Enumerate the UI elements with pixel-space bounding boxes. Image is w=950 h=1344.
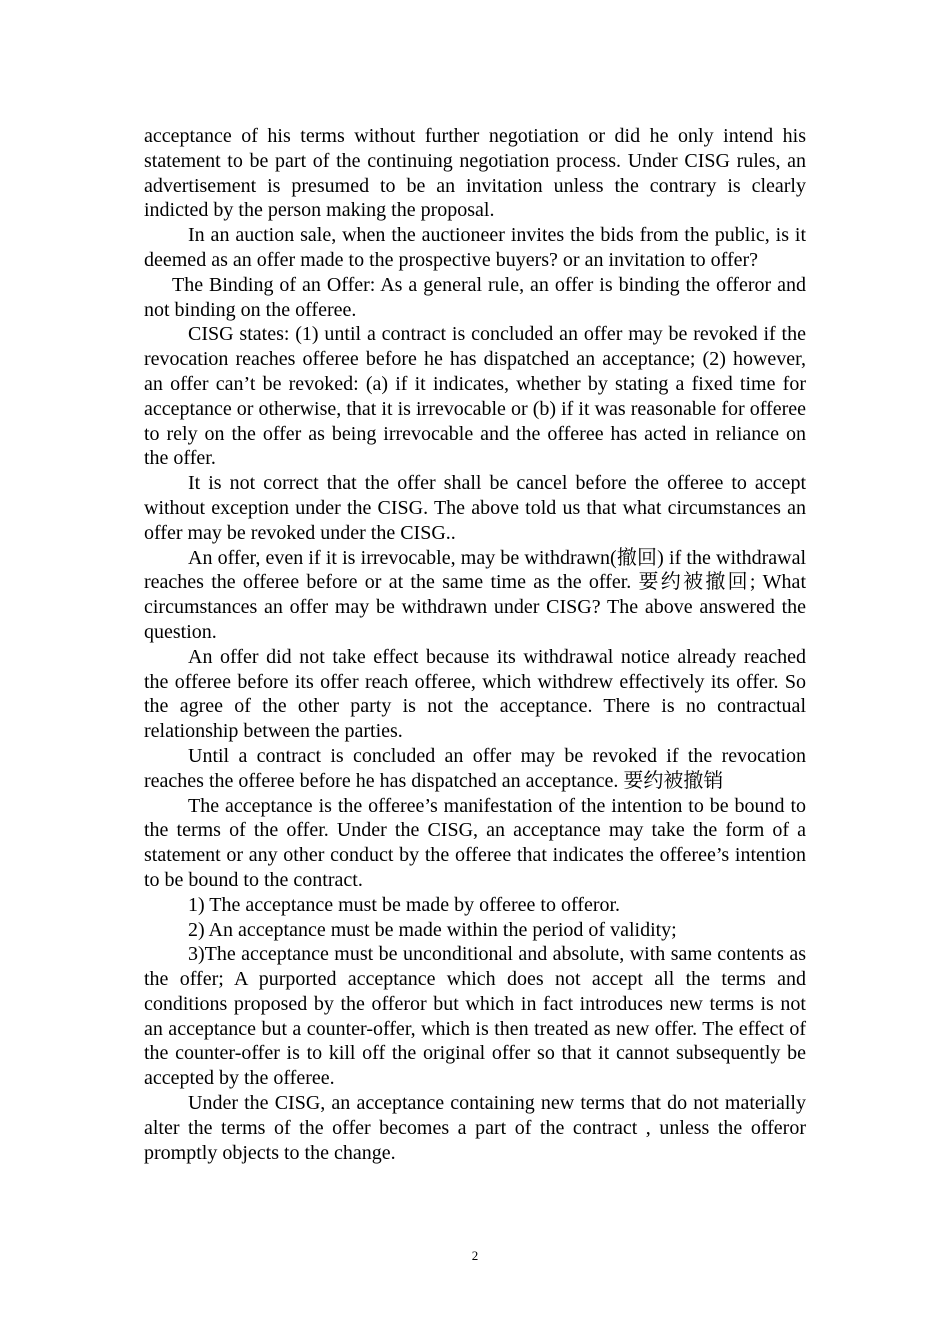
document-body bbox=[144, 124, 806, 1165]
list-item-acceptance-rule-2: 2) An acceptance must be made within the period of validity; bbox=[188, 918, 677, 941]
list-item-acceptance-rule-3: 3)The acceptance must be unconditional and absolute, with same contents as the offer; A purported acceptance which does not accept all the terms and conditions proposed by the offeror but which in fact introduces new terms is not an acceptance but a counter-offer, which is then treated as new offer. The effect of the counter-offer is to kill off the original offer so that it cannot subsequently be accepted by the offeree. bbox=[144, 943, 806, 1090]
paragraph-cisg-revocation: CISG states: (1) until a contract is concluded an offer may be revoked if the revocation reaches offeree before he has dispatched an acceptance; (2) however, an offer can’t be revoked: (a) if it indicates, whether by stating a fixed time for acceptance or otherwise, that it is irrevocable or (b) if it was reasonable for offeree to rely on the offer as being irrevocable and the offeree has acted in reliance on the offer. bbox=[144, 323, 806, 470]
list-item-acceptance-rule-1: 1) The acceptance must be made by offeree to offeror. bbox=[188, 893, 621, 916]
paragraph-revoked-until-concluded: Until a contract is concluded an offer may be revoked if the revocation reaches the offeree before he has dispatched an acceptance. 要约被撤销 bbox=[144, 744, 806, 792]
paragraph-binding-of-offer: The Binding of an Offer: As a general rule, an offer is binding the offeror and not binding on the offeree. bbox=[144, 273, 806, 321]
page-number: 2 bbox=[471, 1248, 479, 1263]
paragraph-withdrawal: An offer, even if it is irrevocable, may be withdrawn(撤回) if the withdrawal reaches the offeree before or at the same time as the offer. 要约被撤回; What circumstances an offer may be withdrawn under CISG? The above answered the question. bbox=[144, 546, 806, 643]
paragraph-withdrawal-notice: An offer did not take effect because its withdrawal notice already reached the offeree before its offer reach offeree, which withdrew effectively its offer. So the agree of the other party is not the acceptance. There is no contractual relationship between the parties. bbox=[144, 645, 806, 743]
paragraph-cancel-offer: It is not correct that the offer shall be cancel before the offeree to accept without exception under the CISG. The above told us that what circumstances an offer may be revoked under the CISG.. bbox=[144, 472, 806, 544]
paragraph-auction-sale: In an auction sale, when the auctioneer invites the bids from the public, is it deemed as an offer made to the prospective buyers? or an invitation to offer? bbox=[144, 224, 806, 271]
paragraph-advertisement: acceptance of his terms without further negotiation or did he only intend his statement to be part of the continuing negotiation process. Under CISG rules, an advertisement is presumed to be an invitation unless the contrary is clearly indicted by the person making the proposal. bbox=[144, 125, 806, 222]
paragraph-new-terms: Under the CISG, an acceptance containing new terms that do not materially alter the terms of the offer becomes a part of the contract , unless the offeror promptly objects to the change. bbox=[144, 1092, 806, 1164]
paragraph-acceptance-definition: The acceptance is the offeree’s manifestation of the intention to be bound to the terms of the offer. Under the CISG, an acceptance may take the form of a statement or any other conduct by the offeree that indicates the offeree’s intention to be bound to the contract. bbox=[144, 794, 806, 891]
